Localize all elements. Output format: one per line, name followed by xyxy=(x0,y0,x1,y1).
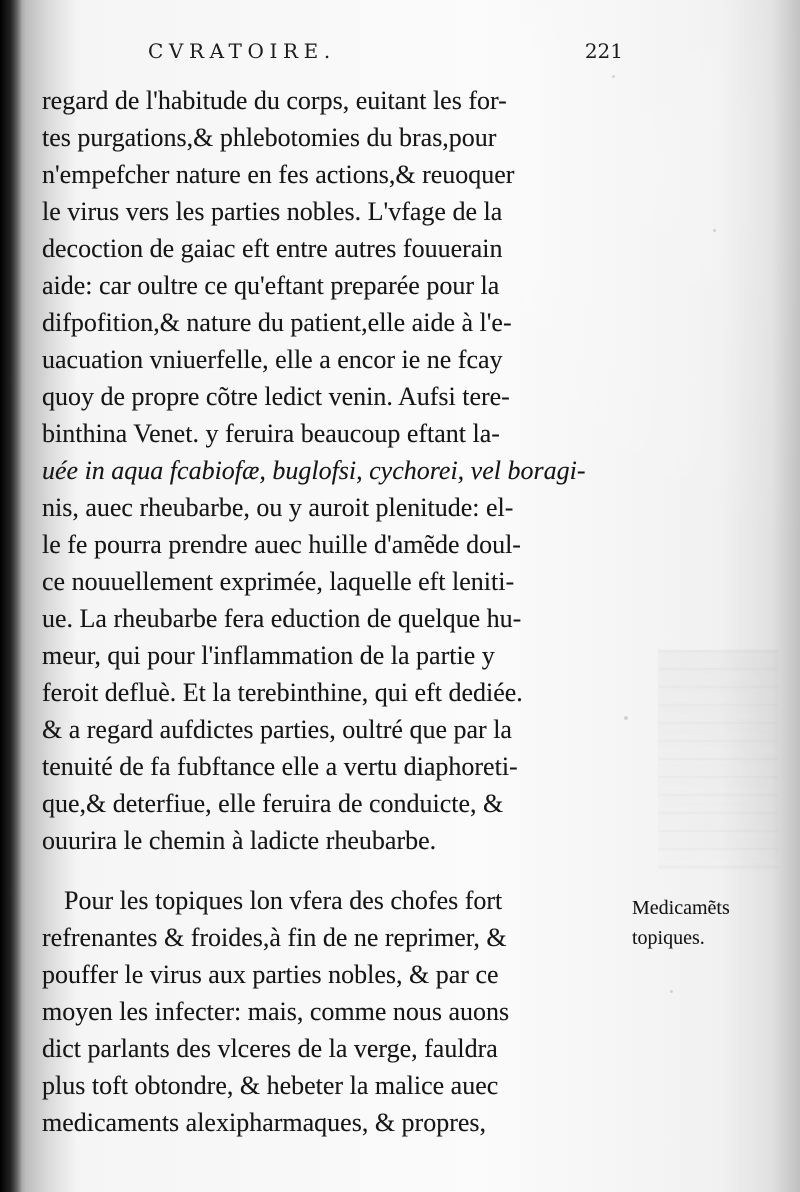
text-line: aide: car oultre ce qu'eftant preparée pour la xyxy=(42,271,500,300)
show-through-text xyxy=(658,650,778,870)
text-line: moyen les infecter: mais, comme nous auons xyxy=(42,997,510,1026)
text-line: decoction de gaiac eft entre autres fouuerain xyxy=(42,234,503,263)
text-line: difpofition,& nature du patient,elle aide à l'e- xyxy=(42,308,512,337)
right-page-edge xyxy=(772,0,800,1192)
text-line: meur, qui pour l'inflammation de la partie y xyxy=(42,641,495,670)
text-line: tenuité de fa fubftance elle a vertu diaphoreti- xyxy=(42,752,518,781)
marginal-note xyxy=(632,893,772,953)
text-line: le fe pourra prendre auec huille d'amẽde doul- xyxy=(42,530,521,559)
text-line: binthina Venet. y feruira beaucoup eftant la- xyxy=(42,419,500,448)
page-header xyxy=(148,39,623,69)
text-line: Pour les topiques lon vfera des chofes fort xyxy=(64,886,503,915)
text-line: uée in aqua fcabiofæ, buglofsi, cychorei, vel boragi- xyxy=(42,456,586,485)
text-line: pouffer le virus aux parties nobles, & par ce xyxy=(42,960,499,989)
text-line: le virus vers les parties nobles. L'vfage de la xyxy=(42,197,503,226)
text-line: n'empefcher nature en fes actions,& reuoquer xyxy=(42,160,515,189)
left-page-edge xyxy=(0,0,22,1192)
text-line: ouurira le chemin à ladicte rheubarbe. xyxy=(42,826,437,855)
text-line: plus toft obtondre, & hebeter la malice auec xyxy=(42,1071,499,1100)
text-line: regard de l'habitude du corps, euitant les for- xyxy=(42,86,507,115)
text-line: ue. La rheubarbe fera eduction de quelque hu- xyxy=(42,604,522,633)
ink-speck xyxy=(670,990,673,993)
ink-speck xyxy=(713,229,716,232)
page-number: 221 xyxy=(584,39,623,63)
ink-speck xyxy=(612,75,615,78)
text-line: refrenantes & froides,à fin de ne reprimer, & xyxy=(42,923,507,952)
running-head: CVRATOIRE. xyxy=(148,39,336,63)
marginal-note-line: topiques. xyxy=(632,927,705,949)
text-line: ce nouuellement exprimée, laquelle eft leniti- xyxy=(42,567,515,596)
text-line: quoy de propre cõtre ledict venin. Aufsi tere- xyxy=(42,382,510,411)
marginal-note-line: Medicamẽts xyxy=(632,897,730,919)
text-line: uacuation vniuerfelle, elle a encor ie ne fcay xyxy=(42,345,503,374)
text-line: tes purgations,& phlebotomies du bras,pour xyxy=(42,123,497,152)
text-line: feroit defluè. Et la terebinthine, qui eft dediée. xyxy=(42,678,523,707)
text-line: medicaments alexipharmaques, & propres, xyxy=(42,1108,487,1137)
text-line: que,& deterfiue, elle feruira de conduicte, & xyxy=(42,789,504,818)
ink-speck xyxy=(624,716,628,720)
text-line: nis, auec rheubarbe, ou y auroit plenitude: el- xyxy=(42,493,514,522)
text-line: & a regard aufdictes parties, oultré que par la xyxy=(42,715,512,744)
text-line: dict parlants des vlceres de la verge, fauldra xyxy=(42,1034,498,1063)
